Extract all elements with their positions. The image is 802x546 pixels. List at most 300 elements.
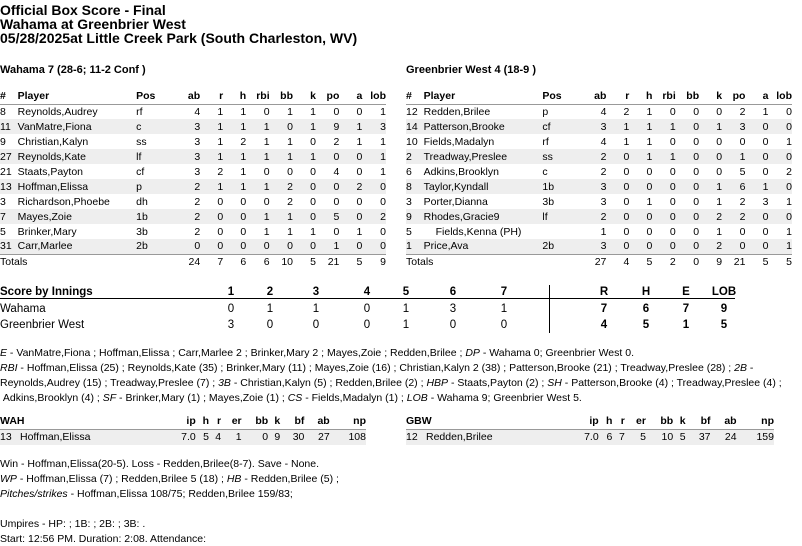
totals-label: Totals	[406, 254, 583, 269]
game-footer	[0, 457, 339, 546]
decision-line: Win - Hoffman,Elissa(20-5). Loss - Redden,Brilee(8-7). Save - None.	[0, 458, 320, 470]
stat-cell: 3	[0, 195, 6, 208]
stat-cell: 1	[287, 225, 293, 238]
batting-header-row	[406, 89, 792, 104]
stat-cell: 3b	[542, 195, 555, 208]
stat-cell: 0	[669, 195, 676, 208]
stat-cell: 1	[362, 149, 386, 164]
stat-cell: 1	[629, 119, 652, 134]
stat-cell: 3	[177, 119, 200, 134]
stat-cell: 1	[716, 195, 723, 208]
innings-divider	[0, 298, 735, 299]
pitching-col-header: h	[196, 413, 209, 429]
stat-cell: 2	[583, 149, 606, 164]
player-name: Fields,Madalyn	[423, 135, 495, 148]
inning-header: 2	[266, 286, 274, 298]
pitching-col-header: er	[625, 413, 646, 429]
away-pitching-table	[0, 413, 366, 445]
stat-cell: 0	[768, 209, 792, 224]
stat-cell: 3	[406, 195, 412, 208]
inning-score: 1	[402, 319, 410, 331]
stat-cell: 0	[356, 165, 363, 178]
stat-cell: 1	[200, 119, 223, 134]
stat-cell: 0	[606, 179, 629, 194]
stat-cell: 0	[676, 149, 699, 164]
stat-cell: 0	[293, 179, 316, 194]
player-name: Reynolds,Audrey	[17, 105, 98, 118]
stat-cell: 8	[0, 105, 6, 118]
stat-cell: 1	[287, 105, 293, 118]
stat-cell: 1	[745, 179, 768, 194]
col-header: rbi	[652, 89, 675, 104]
stat-cell: 0	[606, 209, 629, 224]
stat-cell: 1	[786, 225, 792, 238]
col-header: #	[0, 89, 18, 104]
stat-cell: 1	[223, 179, 246, 194]
stat-cell: 0	[223, 239, 246, 254]
stat-cell: 1	[606, 119, 629, 134]
pitching-stat: 27	[304, 429, 329, 445]
stat-cell: 0	[716, 105, 723, 118]
stat-cell: 1	[223, 149, 246, 164]
player-row	[406, 194, 792, 209]
stat-cell: 0	[693, 105, 700, 118]
totals-cell: 4	[606, 254, 629, 269]
pitching-stat: 5	[625, 429, 646, 445]
pitching-col-header: ip	[166, 413, 196, 429]
innings-team-name: Greenbrier West	[0, 319, 85, 331]
pitching-col-header: ab	[304, 413, 329, 429]
stat-cell: ss	[136, 135, 147, 148]
stat-cell: 1b	[542, 179, 583, 194]
pitching-col-header: r	[209, 413, 221, 429]
pitching-col-header: k	[673, 413, 685, 429]
stat-cell: 1	[716, 225, 723, 238]
player-row	[0, 209, 386, 224]
player-name: Redden,Brilee	[423, 105, 491, 118]
stat-cell: 1	[699, 179, 722, 194]
rhe-value: 4	[600, 319, 608, 331]
stat-cell: cf	[542, 119, 583, 134]
stat-cell: dh	[136, 195, 148, 208]
stat-cell: 1	[786, 195, 792, 208]
stat-cell: 5	[406, 225, 412, 238]
stat-cell: 1	[200, 149, 223, 164]
col-header: r	[606, 89, 629, 104]
stat-cell: 1	[646, 105, 653, 118]
pitches-label: Pitches/strikes	[0, 488, 68, 500]
pitches-text: Hoffman,Elissa 108/75; Redden,Brilee 159/83;	[77, 488, 293, 500]
stat-cell: c	[136, 119, 177, 134]
stat-cell: 8	[406, 179, 424, 194]
errors-text: VanMatre,Fiona ; Hoffman,Elissa ; Carr,Marlee 2 ; Brinker,Mary 2 ; Mayes,Zoie ; Redden,Brilee ;	[16, 347, 463, 359]
stat-cell: 1	[270, 209, 293, 224]
stat-cell: 2	[217, 165, 224, 178]
col-header: ab	[583, 89, 606, 104]
totals-cell: 24	[177, 254, 200, 269]
stat-cell: 0	[339, 209, 362, 224]
stat-cell: 2	[583, 209, 606, 224]
pitching-header-row	[0, 413, 366, 429]
stat-cell: 0	[217, 225, 224, 238]
stat-cell: 1	[293, 119, 316, 134]
col-header: ab	[177, 89, 200, 104]
inning-score: 3	[449, 303, 457, 315]
stat-cell: 0	[606, 239, 629, 254]
stat-cell: 0	[646, 165, 653, 178]
innings-rhe-divider	[549, 285, 550, 333]
stat-cell: 2	[270, 179, 293, 194]
wp-label: WP	[0, 473, 17, 485]
totals-label: Totals	[0, 254, 177, 269]
home-pitching-table	[406, 413, 774, 445]
stat-cell: 2	[699, 239, 722, 254]
col-header: a	[745, 89, 768, 104]
stat-cell: 6	[722, 179, 745, 194]
stat-cell: 0	[356, 195, 363, 208]
stat-cell: 0	[246, 239, 269, 254]
away-batting-table	[0, 89, 386, 269]
pitching-stat: 5	[196, 429, 209, 445]
stat-cell: 1	[270, 149, 293, 164]
stat-cell: 0	[310, 135, 316, 148]
innings-title: Score by Innings	[0, 286, 93, 298]
col-header: Pos	[136, 89, 177, 104]
stat-cell: 0	[652, 209, 675, 224]
stat-cell: 2	[739, 195, 746, 208]
player-row	[406, 149, 792, 164]
stat-cell: 1	[223, 119, 246, 134]
rhe-header: H	[641, 286, 651, 298]
totals-cell: 9	[362, 254, 386, 269]
stat-cell: 1	[287, 135, 293, 148]
stat-cell: 3	[194, 165, 201, 178]
stat-cell: 0	[240, 225, 247, 238]
stat-cell: lf	[136, 149, 177, 164]
stat-cell: 0	[623, 165, 630, 178]
stat-cell: lf	[542, 209, 583, 224]
doubles-text: Reynolds,Audrey (15) ; Treadway,Preslee (7) ;	[0, 377, 216, 389]
stat-cell: 0	[699, 149, 722, 164]
header-title: Official Box Score - Final	[0, 2, 166, 18]
stat-cell: 1	[762, 105, 769, 118]
stat-cell: 3	[194, 135, 201, 148]
inning-score: 3	[227, 319, 235, 331]
stat-cell: 0	[693, 225, 700, 238]
stat-cell: 0	[768, 149, 792, 164]
stat-cell: 27	[0, 149, 18, 164]
totals-cell: 27	[583, 254, 606, 269]
rhe-header: LOB	[711, 286, 737, 298]
batting-header-row	[0, 89, 386, 104]
totals-cell: 2	[652, 254, 675, 269]
stat-cell: 0	[200, 239, 223, 254]
pitching-col-header: bf	[280, 413, 304, 429]
pitching-col-header: k	[268, 413, 280, 429]
inning-header: 7	[500, 286, 508, 298]
stat-cell: 3	[583, 119, 606, 134]
inning-score: 0	[363, 319, 371, 331]
inning-score: 0	[500, 319, 508, 331]
totals-cell: 5	[339, 254, 362, 269]
inning-header: 1	[227, 286, 235, 298]
sf-text: Brinker,Mary (1) ; Mayes,Zoie (1) ;	[125, 392, 285, 404]
stat-cell: 0	[693, 165, 700, 178]
pitching-stat: 37	[686, 429, 711, 445]
totals-cell: 6	[246, 254, 269, 269]
sh-text-cont: Adkins,Brooklyn (4) ;	[2, 392, 100, 404]
pitching-col-header: np	[737, 413, 774, 429]
stat-cell: 0	[676, 239, 699, 254]
inning-score: 1	[312, 303, 320, 315]
stat-cell: 0	[339, 149, 362, 164]
stat-cell: 0	[200, 209, 223, 224]
stat-cell	[542, 224, 583, 239]
player-row	[406, 224, 792, 239]
col-header: Player	[424, 89, 543, 104]
stat-cell: 0	[629, 239, 652, 254]
stat-cell: 0	[380, 225, 386, 238]
totals-cell: 6	[223, 254, 246, 269]
player-name: Mayes,Zoie	[18, 209, 136, 224]
col-header: Player	[18, 89, 136, 104]
innings-team-name: Wahama	[0, 303, 46, 315]
stat-cell: 1	[339, 119, 362, 134]
stat-cell: 0	[356, 105, 363, 118]
player-row	[0, 104, 386, 119]
stat-cell: 0	[676, 119, 699, 134]
col-header: k	[293, 89, 316, 104]
stat-cell: 0	[293, 239, 316, 254]
player-row	[406, 164, 792, 179]
col-header: lob	[362, 89, 386, 104]
stat-cell: 0	[177, 239, 200, 254]
totals-cell: 5	[629, 254, 652, 269]
player-name: Fields,Kenna (PH)	[435, 225, 522, 238]
stat-cell: 0	[263, 165, 270, 178]
stat-cell: 2	[362, 209, 386, 224]
stat-cell: 3	[583, 179, 606, 194]
stat-cell: 1	[600, 225, 607, 238]
player-name: Taylor,Kyndall	[424, 179, 543, 194]
stat-cell: 5	[739, 165, 746, 178]
stat-cell: 1	[380, 135, 386, 148]
stat-cell: 1	[380, 165, 386, 178]
stat-cell: 13	[0, 179, 18, 194]
notes-line-4: Adkins,Brooklyn (4) ; SF - Brinker,Mary (1) ; Mayes,Zoie (1) ; CS - Fields,Madalyn (1) ; LOB - Wahama 9; Greenbrier West 5.	[2, 392, 582, 404]
stat-cell: 2	[722, 209, 745, 224]
stat-cell: 1	[652, 119, 675, 134]
col-header: po	[316, 89, 339, 104]
stat-cell: 2	[287, 195, 293, 208]
stat-cell: 0	[362, 239, 386, 254]
stat-cell: cf	[136, 165, 145, 178]
pitching-stat: 1	[221, 429, 242, 445]
stat-cell: 0	[333, 225, 340, 238]
stat-cell: 1	[786, 135, 792, 148]
stat-cell: 4	[333, 165, 340, 178]
rbi-label: RBI	[0, 362, 18, 374]
col-header: bb	[270, 89, 293, 104]
hbp-text: Staats,Payton (2) ;	[457, 377, 545, 389]
stat-cell: 2	[194, 225, 201, 238]
umpires-line: Umpires - HP: ; 1B: ; 2B: ; 3B: .	[0, 518, 146, 530]
pitching-col-header: np	[330, 413, 366, 429]
totals-row	[406, 254, 792, 269]
stat-cell: 0	[380, 195, 386, 208]
pitching-col-header: er	[221, 413, 242, 429]
inning-header: 6	[449, 286, 457, 298]
notes-line-2: RBI - Hoffman,Elissa (25) ; Reynolds,Kate (35) ; Brinker,Mary (11) ; Mayes,Zoie (16) ; Christian,Kalyn 2 (38) ; Patterson,Brooke (21) ; Treadway,Preslee (28) ; 2B -	[0, 362, 754, 374]
stat-cell: p	[542, 105, 549, 118]
rhe-value: 6	[642, 303, 650, 315]
notes-line-3: Reynolds,Audrey (15) ; Treadway,Preslee (7) ; 3B - Christian,Kalyn (5) ; Redden,Brilee (2) ; HBP - Staats,Payton (2) ; SH - Patterson,Brooke (4) ; Treadway,Preslee (4) ;	[0, 377, 782, 389]
stat-cell: 0	[739, 225, 746, 238]
stat-cell: 0	[652, 239, 675, 254]
totals-cell: 7	[200, 254, 223, 269]
stat-cell: 0	[606, 149, 629, 164]
pitcher-row	[0, 429, 366, 445]
player-name: Staats,Payton	[17, 165, 84, 178]
stat-cell: ss	[542, 149, 583, 164]
player-name: Carr,Marlee	[18, 239, 136, 254]
stat-cell: 2	[240, 135, 247, 148]
col-header: Pos	[542, 89, 583, 104]
inning-score: 0	[363, 303, 371, 315]
pitching-stat: 5	[673, 429, 685, 445]
player-name: Adkins,Brooklyn	[423, 165, 499, 178]
inning-score: 0	[227, 303, 235, 315]
rhe-value: 5	[642, 319, 650, 331]
pitching-stat: 159	[737, 429, 774, 445]
stat-cell: 0	[722, 239, 745, 254]
player-name: Treadway,Preslee	[424, 149, 543, 164]
player-name: Rhodes,Gracie9	[424, 209, 543, 224]
lob-label: LOB	[406, 392, 428, 404]
stat-cell: 1	[623, 135, 630, 148]
inning-score: 1	[266, 303, 274, 315]
player-name: Hoffman,Elissa	[18, 179, 136, 194]
col-header: po	[722, 89, 745, 104]
player-row	[0, 239, 386, 254]
stat-cell: 0	[693, 135, 700, 148]
inning-header: 3	[312, 286, 320, 298]
totals-cell: 5	[293, 254, 316, 269]
pitching-stat: 9	[268, 429, 280, 445]
player-row	[406, 119, 792, 134]
stat-cell: rf	[136, 105, 143, 118]
col-header: #	[406, 89, 424, 104]
stat-cell: p	[136, 179, 177, 194]
pitching-stat: 7.0	[166, 429, 196, 445]
pitcher-number: 13	[0, 429, 20, 445]
stat-cell: 0	[669, 165, 676, 178]
stat-cell: 0	[623, 195, 630, 208]
stat-cell: 1	[722, 149, 745, 164]
stat-cell: 4	[194, 105, 201, 118]
stat-cell: 1	[310, 225, 316, 238]
player-row	[0, 134, 386, 149]
stat-cell: 11	[0, 119, 18, 134]
hb-label: HB	[226, 473, 242, 485]
pitching-stat: 108	[330, 429, 366, 445]
stat-cell: 0	[339, 239, 362, 254]
sf-label: SF	[102, 392, 117, 404]
game-notes	[0, 346, 782, 406]
stat-cell: 14	[406, 119, 424, 134]
stat-cell: 0	[316, 149, 339, 164]
header-date-venue: 05/28/2025at Little Creek Park (South Charleston, WV)	[0, 30, 358, 46]
totals-cell: 5	[745, 254, 768, 269]
stat-cell: 1	[246, 119, 269, 134]
stat-cell: 0	[669, 135, 676, 148]
inning-score: 0	[266, 319, 274, 331]
stat-cell: 1	[646, 195, 653, 208]
stat-cell: 2	[406, 149, 424, 164]
stat-cell: 0	[745, 239, 768, 254]
stat-cell: 0	[263, 195, 270, 208]
sh-label: SH	[547, 377, 562, 389]
lob-text: Wahama 9; Greenbrier West 5.	[437, 392, 582, 404]
col-header: bb	[676, 89, 699, 104]
stat-cell: 3	[583, 239, 606, 254]
doubles-label: 2B	[734, 362, 747, 374]
home-team-title: Greenbrier West 4 (18-9 )	[406, 64, 537, 76]
hbp-label: HBP	[426, 377, 449, 389]
player-name: Christian,Kalyn	[17, 135, 89, 148]
sh-text: Patterson,Brooke (4) ; Treadway,Preslee (4) ;	[571, 377, 782, 389]
player-row	[406, 209, 792, 224]
stat-cell: 0	[270, 119, 293, 134]
pitching-stat: 10	[646, 429, 673, 445]
stat-cell: 1	[246, 209, 269, 224]
totals-cell: 5	[768, 254, 792, 269]
inning-score: 1	[402, 303, 410, 315]
stat-cell: 4	[600, 105, 607, 118]
away-team-title: Wahama 7 (28-6; 11-2 Conf )	[0, 64, 146, 76]
pitching-col-header: bb	[646, 413, 673, 429]
stat-cell: 2b	[542, 239, 583, 254]
stat-cell: 1	[293, 149, 316, 164]
pitcher-row	[406, 429, 774, 445]
stat-cell: 0	[217, 195, 224, 208]
col-header: h	[629, 89, 652, 104]
stat-cell: 2	[623, 105, 630, 118]
player-name: VanMatre,Fiona	[18, 119, 136, 134]
stat-cell: 12	[406, 105, 418, 118]
cs-text: Fields,Madalyn (1) ;	[311, 392, 404, 404]
stat-cell: 1	[310, 105, 316, 118]
pitching-col-header: ab	[711, 413, 737, 429]
stat-cell: 0	[669, 105, 676, 118]
stat-cell: 0	[333, 195, 340, 208]
player-row	[406, 134, 792, 149]
totals-cell: 21	[316, 254, 339, 269]
pitcher-name: Hoffman,Elissa	[20, 429, 166, 445]
stat-cell: 1	[406, 239, 424, 254]
stat-cell: 10	[406, 135, 418, 148]
stat-cell: 0	[762, 225, 769, 238]
rhe-header: E	[682, 286, 690, 298]
footer-spacer	[0, 502, 339, 517]
stat-cell: 0	[768, 119, 792, 134]
stat-cell: 0	[240, 195, 247, 208]
pitching-col-header: r	[612, 413, 624, 429]
pitcher-number: 12	[406, 429, 426, 445]
hb-text: Redden,Brilee (5) ;	[250, 473, 339, 485]
stat-cell: 2	[333, 135, 340, 148]
start-line: Start: 12:56 PM. Duration: 2:08. Attendance:	[0, 533, 207, 545]
